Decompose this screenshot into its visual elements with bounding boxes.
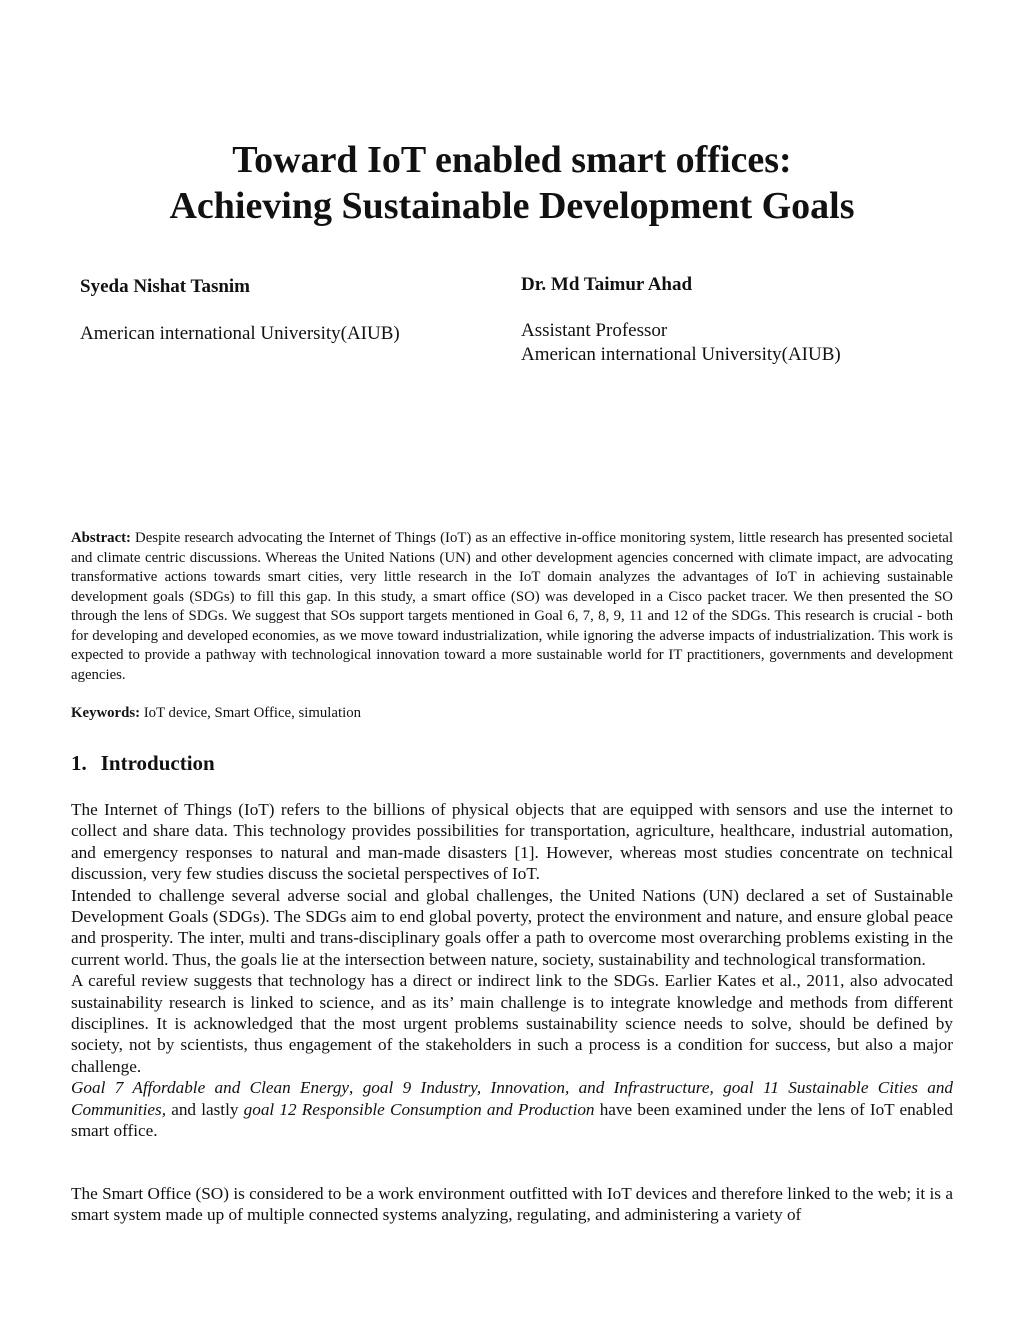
paragraph-1: The Internet of Things (IoT) refers to the billions of physical objects that are equipped with sensors and use the internet to collect and share data. This technology provides possibilities for transportation, agriculture, healthcare, industrial automation, and emergency responses to natural and man-made disasters [1]. However, whereas most studies concentrate on technical discussion, very few studies discuss the societal perspectives of IoT.	[71, 800, 953, 884]
keywords-text: IoT device, Smart Office, simulation	[140, 705, 361, 721]
keywords-label: Keywords:	[71, 705, 141, 721]
author-name: Syeda Nishat Tasnim	[80, 276, 251, 297]
paragraph-2: Intended to challenge several adverse social and global challenges, the United Nations (UN) declared a set of Sustainable Development Goals (SDGs). The SDGs aim to end global poverty, protect the environment and nature, and ensure global peace and prosperity. The inter, multi and trans-disciplinary goals offer a path to overcome most overarching problems existing in the current world. Thus, the goals lie at the intersection between nature, society, sustainability and technological transformation.	[71, 885, 953, 969]
abstract	[71, 529, 953, 685]
author-name: Dr. Md Taimur Ahad	[521, 274, 693, 295]
author-block-2	[521, 273, 841, 367]
paragraph-4	[71, 1077, 953, 1141]
keywords	[71, 703, 361, 723]
section-heading	[71, 749, 215, 777]
author-affiliation: American international University(AIUB)	[80, 323, 400, 344]
connector-text: and lastly	[166, 1099, 244, 1119]
goal-7-text: Goal 7 Affordable and Clean Energy	[71, 1078, 350, 1098]
abstract-label: Abstract:	[71, 530, 131, 546]
author-affiliation: American international University(AIUB)	[521, 344, 841, 365]
paragraph-5: The Smart Office (SO) is considered to be a work environment outfitted with IoT devices and therefore linked to the web; it is a smart system made up of multiple connected systems analyzing, regulating, and administering a variety of	[71, 1183, 953, 1224]
section-number: 1.	[71, 751, 87, 775]
title-line-2: Achieving Sustainable Development Goals	[169, 185, 855, 227]
paper-title	[0, 137, 1024, 229]
closing-text: have been examined under the lens of IoT enabled smart office.	[71, 1099, 953, 1141]
goals-9-11-text: goal 9 Industry, Innovation, and Infrastructure, goal 11 Sustainable Cities and Communities,	[71, 1078, 954, 1119]
paragraph-3: A careful review suggests that technology has a direct or indirect link to the SDGs. Earlier Kates et al., 2011, also advocated sustainability research is linked to science, and as its’ main challenge is to integrate knowledge and methods from different disciplines. It is acknowledged that the most urgent problems sustainability science needs to solve, should be defined by society, not by scientists, thus engagement of the stakeholders in such a process is a condition for success, but also a major challenge.	[71, 971, 953, 1076]
goal-12-text: goal 12 Responsible Consumption and Production	[243, 1099, 595, 1119]
author-block-1	[80, 275, 400, 346]
introduction-body	[71, 799, 953, 1225]
separator-text: ,	[349, 1078, 363, 1098]
section-title: Introduction	[100, 751, 215, 775]
author-position: Assistant Professor	[521, 320, 668, 341]
title-line-1: Toward IoT enabled smart offices:	[232, 139, 792, 181]
abstract-text: Despite research advocating the Internet of Things (IoT) as an effective in-office monitoring system, little research has presented societal and climate centric discussions. Whereas the United Nations (UN) and other development agencies concerned with climate impact, are advocating transformative actions towards smart cities, very little research in the IoT domain analyzes the advantages of IoT in achieving sustainable development goals (SDGs) to fill this gap. In this study, a smart office (SO) was developed in a Cisco packet tracer. We then presented the SO through the lens of SDGs. We suggest that SOs support targets mentioned in Goal 6, 7, 8, 9, 11 and 12 of the SDGs. This research is crucial - both for developing and developed economies, as we move toward industrialization, while ignoring the adverse impacts of industrialization. This work is expected to provide a pathway with technological innovation toward a more sustainable world for IT practitioners, governments and development agencies.	[71, 530, 953, 683]
